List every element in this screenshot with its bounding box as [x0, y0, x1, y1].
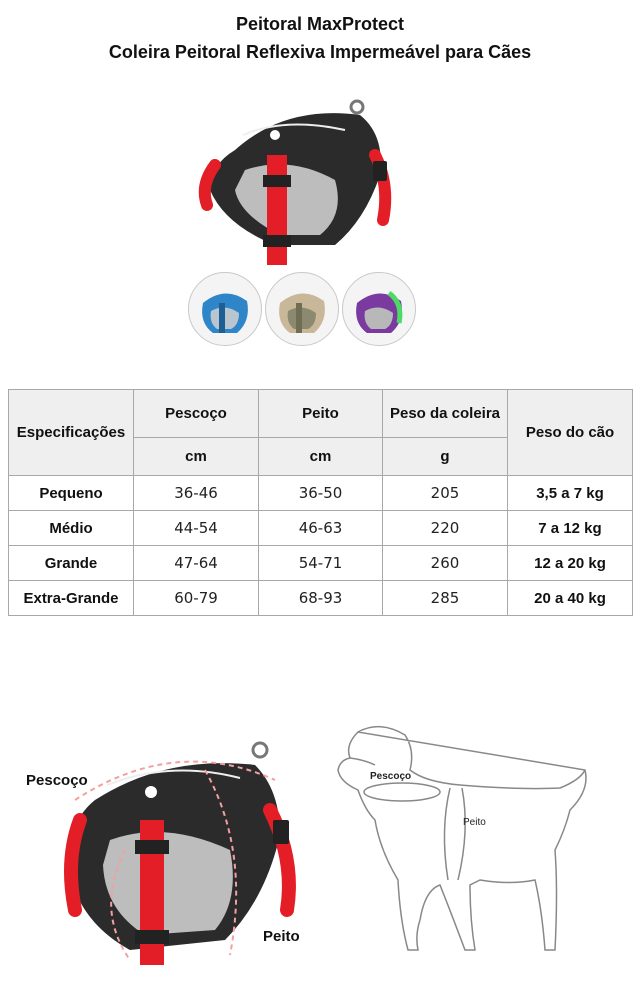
unit-collar-weight: g: [383, 438, 508, 476]
chest-value: 54-71: [259, 546, 383, 581]
dog-weight-value: 7 a 12 kg: [508, 511, 633, 546]
page-title: Peitoral MaxProtect: [235, 14, 405, 34]
weight-value: 260: [383, 546, 508, 581]
unit-neck: cm: [134, 438, 259, 476]
header-chest: Peito: [259, 390, 383, 438]
table-row: [9, 476, 633, 511]
harness-red-image: [195, 95, 405, 270]
header-dog-weight: Peso do cão: [508, 390, 633, 476]
chest-value: 68-93: [259, 581, 383, 616]
size-spec-table: [8, 389, 633, 616]
page-subtitle: Coleira Peitoral Reflexiva Impermeável para Cães: [108, 42, 532, 62]
dog-weight-value: 3,5 a 7 kg: [508, 476, 633, 511]
dog-neck-label: Pescoço: [370, 771, 412, 782]
harness-chest-label: Peito: [263, 928, 300, 945]
harness-neck-label: Pescoço: [26, 772, 88, 789]
header-collar-weight: Peso da coleira: [383, 390, 508, 438]
harness-measure-image: [55, 740, 315, 980]
dog-weight-value: 12 a 20 kg: [508, 546, 633, 581]
table-row: [9, 581, 633, 616]
unit-chest: cm: [259, 438, 383, 476]
size-label: Médio: [9, 511, 134, 546]
header-spec: Especificações: [9, 390, 134, 476]
weight-value: 205: [383, 476, 508, 511]
weight-value: 285: [383, 581, 508, 616]
dog-outline-diagram: [330, 720, 630, 960]
neck-value: 44-54: [134, 511, 259, 546]
neck-value: 60-79: [134, 581, 259, 616]
neck-value: 47-64: [134, 546, 259, 581]
chest-value: 36-50: [259, 476, 383, 511]
variant-beige-swatch[interactable]: [265, 272, 339, 346]
dog-chest-label: Peito: [463, 817, 486, 828]
weight-value: 220: [383, 511, 508, 546]
dog-weight-value: 20 a 40 kg: [508, 581, 633, 616]
neck-value: 36-46: [134, 476, 259, 511]
table-row: [9, 546, 633, 581]
size-label: Pequeno: [9, 476, 134, 511]
variant-purple-swatch[interactable]: [342, 272, 416, 346]
chest-value: 46-63: [259, 511, 383, 546]
size-label: Extra-Grande: [9, 581, 134, 616]
header-neck: Pescoço: [134, 390, 259, 438]
table-row: [9, 511, 633, 546]
variant-blue-swatch[interactable]: [188, 272, 262, 346]
size-label: Grande: [9, 546, 134, 581]
